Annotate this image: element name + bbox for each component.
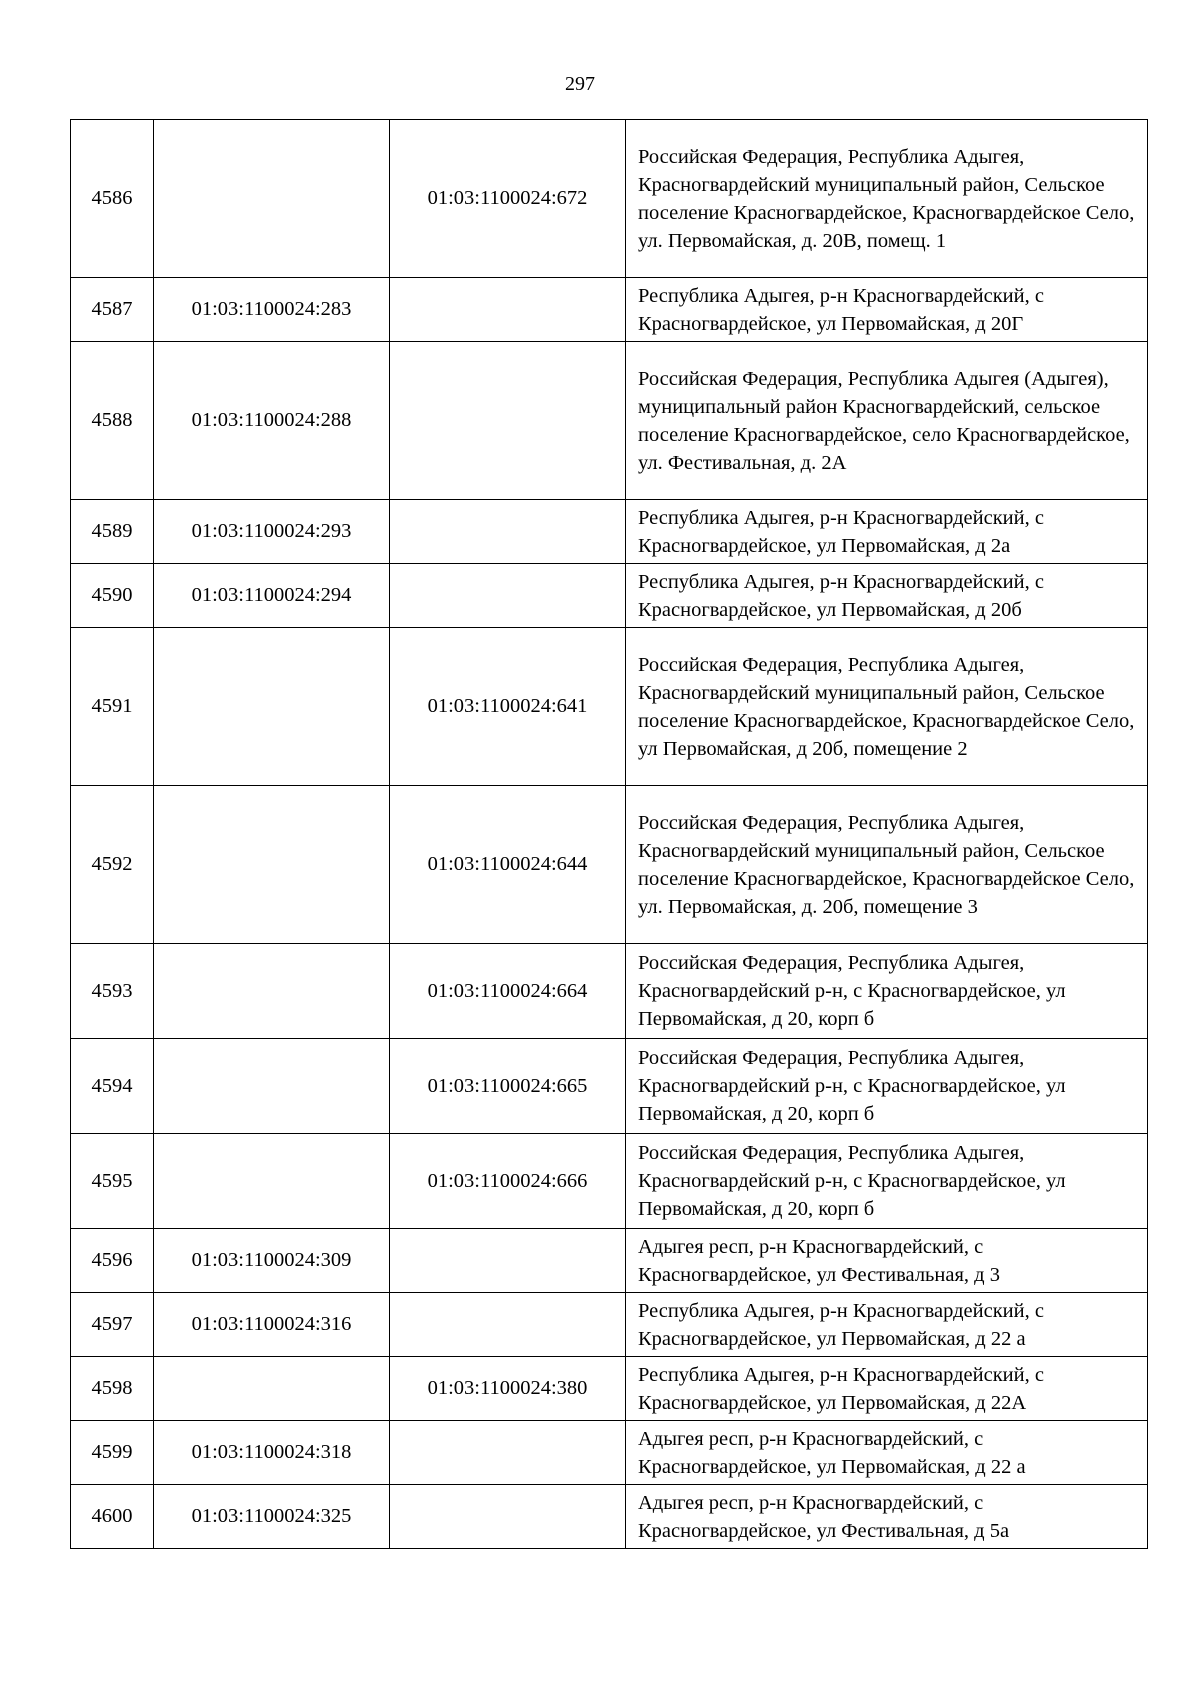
row-number: 4586 xyxy=(91,187,133,209)
address-cell: Республика Адыгея, р-н Красногвардейский, с Красногвардейское, ул Первомайская, д 2а xyxy=(626,500,1148,564)
land-cadastral-cell xyxy=(154,1039,390,1134)
land-cadastral-cell xyxy=(154,278,390,342)
row-number-cell xyxy=(71,1134,154,1229)
registry-table xyxy=(70,119,1148,1549)
land-cadastral-number: 01:03:1100024:318 xyxy=(191,1441,352,1463)
land-cadastral-cell xyxy=(154,1134,390,1229)
table-row xyxy=(71,120,1148,278)
row-number: 4589 xyxy=(91,520,133,542)
row-number: 4596 xyxy=(91,1249,133,1271)
land-cadastral-number: 01:03:1100024:316 xyxy=(191,1313,352,1335)
row-number: 4592 xyxy=(91,853,133,875)
row-number-cell xyxy=(71,1421,154,1485)
row-number: 4600 xyxy=(91,1505,133,1527)
address-cell: Российская Федерация, Республика Адыгея, Красногвардейский р-н, с Красногвардейское, ул Первомайская, д 20, корп б xyxy=(626,1134,1148,1229)
object-cadastral-number: 01:03:1100024:380 xyxy=(427,1377,588,1399)
object-cadastral-number: 01:03:1100024:664 xyxy=(427,979,588,1002)
table-row xyxy=(71,944,1148,1039)
object-cadastral-cell xyxy=(390,1357,626,1421)
address-cell: Республика Адыгея, р-н Красногвардейский, с Красногвардейское, ул Первомайская, д 22 а xyxy=(626,1293,1148,1357)
land-cadastral-number: 01:03:1100024:325 xyxy=(191,1505,352,1527)
address-cell: Адыгея респ, р-н Красногвардейский, с Красногвардейское, ул Первомайская, д 22 а xyxy=(626,1421,1148,1485)
address-cell: Российская Федерация, Республика Адыгея, Красногвардейский р-н, с Красногвардейское, ул Первомайская, д 20, корп б xyxy=(626,944,1148,1039)
table-row xyxy=(71,278,1148,342)
land-cadastral-cell xyxy=(154,1421,390,1485)
table-row xyxy=(71,1293,1148,1357)
address-cell: Российская Федерация, Республика Адыгея, Красногвардейский муниципальный район, Сельское поселение Красногвардейское, Красногвардейское Село, ул. Первомайская, д. 20В, помещ. 1 xyxy=(626,120,1148,278)
object-cadastral-cell xyxy=(390,278,626,342)
object-cadastral-number: 01:03:1100024:672 xyxy=(427,187,588,209)
object-cadastral-cell xyxy=(390,944,626,1039)
row-number-cell xyxy=(71,1229,154,1293)
row-number-cell xyxy=(71,1357,154,1421)
object-cadastral-cell xyxy=(390,1485,626,1549)
address-cell: Республика Адыгея, р-н Красногвардейский, с Красногвардейское, ул Первомайская, д 20Г xyxy=(626,278,1148,342)
object-cadastral-cell xyxy=(390,1229,626,1293)
row-number: 4587 xyxy=(91,298,133,320)
object-cadastral-cell xyxy=(390,1039,626,1134)
object-cadastral-cell xyxy=(390,342,626,500)
land-cadastral-cell xyxy=(154,1357,390,1421)
address-cell: Республика Адыгея, р-н Красногвардейский, с Красногвардейское, ул Первомайская, д 22А xyxy=(626,1357,1148,1421)
land-cadastral-cell xyxy=(154,500,390,564)
land-cadastral-cell xyxy=(154,786,390,944)
row-number-cell xyxy=(71,278,154,342)
object-cadastral-cell xyxy=(390,120,626,278)
row-number-cell xyxy=(71,1039,154,1134)
address-cell: Российская Федерация, Республика Адыгея, Красногвардейский муниципальный район, Сельское поселение Красногвардейское, Красногвардейское Село, ул Первомайская, д 20б, помещение 2 xyxy=(626,628,1148,786)
table-row xyxy=(71,1134,1148,1229)
land-cadastral-number: 01:03:1100024:309 xyxy=(191,1249,352,1271)
land-cadastral-cell xyxy=(154,564,390,628)
land-cadastral-number: 01:03:1100024:283 xyxy=(191,298,352,320)
row-number: 4594 xyxy=(91,1074,133,1097)
row-number-cell xyxy=(71,628,154,786)
address-cell: Республика Адыгея, р-н Красногвардейский, с Красногвардейское, ул Первомайская, д 20б xyxy=(626,564,1148,628)
row-number-cell xyxy=(71,500,154,564)
table-row xyxy=(71,342,1148,500)
object-cadastral-cell xyxy=(390,1421,626,1485)
page-number: 297 xyxy=(565,73,595,95)
table-row xyxy=(71,1229,1148,1293)
table-row xyxy=(71,786,1148,944)
row-number-cell xyxy=(71,342,154,500)
row-number: 4599 xyxy=(91,1441,133,1463)
row-number-cell xyxy=(71,1485,154,1549)
table-row xyxy=(71,1357,1148,1421)
land-cadastral-number: 01:03:1100024:288 xyxy=(191,409,352,431)
object-cadastral-number: 01:03:1100024:641 xyxy=(427,695,588,717)
land-cadastral-cell xyxy=(154,1293,390,1357)
table-row xyxy=(71,1039,1148,1134)
row-number: 4595 xyxy=(91,1169,133,1192)
table-row xyxy=(71,1485,1148,1549)
address-cell: Российская Федерация, Республика Адыгея (Адыгея), муниципальный район Красногвардейский, сельское поселение Красногвардейское, село Красногвардейское, ул. Фестивальная, д. 2А xyxy=(626,342,1148,500)
table-row xyxy=(71,1421,1148,1485)
object-cadastral-cell xyxy=(390,628,626,786)
object-cadastral-cell xyxy=(390,1134,626,1229)
row-number: 4593 xyxy=(91,979,133,1002)
address-cell: Адыгея респ, р-н Красногвардейский, с Красногвардейское, ул Фестивальная, д 3 xyxy=(626,1229,1148,1293)
row-number-cell xyxy=(71,944,154,1039)
address-cell: Российская Федерация, Республика Адыгея, Красногвардейский р-н, с Красногвардейское, ул Первомайская, д 20, корп б xyxy=(626,1039,1148,1134)
row-number: 4588 xyxy=(91,409,133,431)
land-cadastral-number: 01:03:1100024:294 xyxy=(191,584,352,606)
address-cell: Российская Федерация, Республика Адыгея, Красногвардейский муниципальный район, Сельское поселение Красногвардейское, Красногвардейское Село, ул. Первомайская, д. 20б, помещение 3 xyxy=(626,786,1148,944)
row-number: 4597 xyxy=(91,1313,133,1335)
land-cadastral-cell xyxy=(154,120,390,278)
row-number-cell xyxy=(71,1293,154,1357)
land-cadastral-number: 01:03:1100024:293 xyxy=(191,520,352,542)
row-number: 4590 xyxy=(91,584,133,606)
object-cadastral-number: 01:03:1100024:666 xyxy=(427,1169,588,1192)
land-cadastral-cell xyxy=(154,628,390,786)
object-cadastral-number: 01:03:1100024:644 xyxy=(427,853,588,875)
table-row xyxy=(71,628,1148,786)
table-row xyxy=(71,500,1148,564)
land-cadastral-cell xyxy=(154,944,390,1039)
row-number-cell xyxy=(71,564,154,628)
land-cadastral-cell xyxy=(154,1485,390,1549)
land-cadastral-cell xyxy=(154,342,390,500)
object-cadastral-cell xyxy=(390,500,626,564)
row-number: 4591 xyxy=(91,695,133,717)
row-number-cell xyxy=(71,120,154,278)
row-number-cell xyxy=(71,786,154,944)
land-cadastral-cell xyxy=(154,1229,390,1293)
table-row xyxy=(71,564,1148,628)
object-cadastral-cell xyxy=(390,1293,626,1357)
address-cell: Адыгея респ, р-н Красногвардейский, с Красногвардейское, ул Фестивальная, д 5а xyxy=(626,1485,1148,1549)
row-number: 4598 xyxy=(91,1377,133,1399)
object-cadastral-number: 01:03:1100024:665 xyxy=(427,1074,588,1097)
object-cadastral-cell xyxy=(390,786,626,944)
object-cadastral-cell xyxy=(390,564,626,628)
